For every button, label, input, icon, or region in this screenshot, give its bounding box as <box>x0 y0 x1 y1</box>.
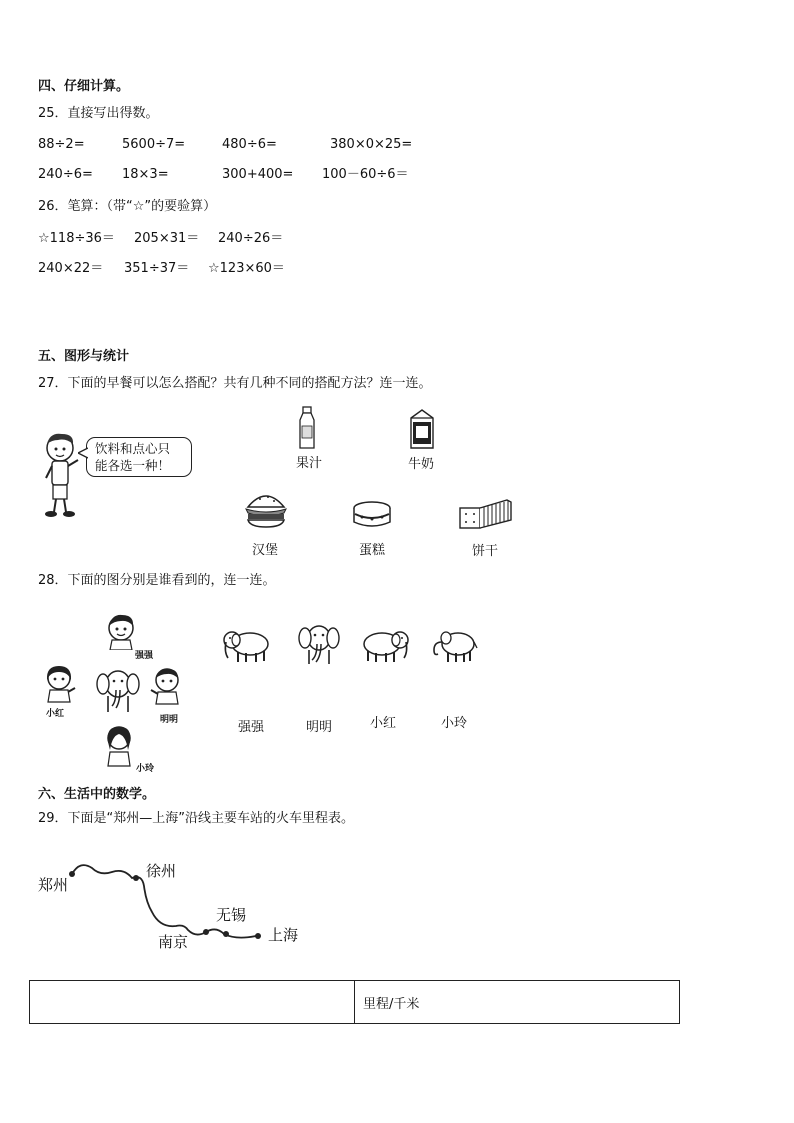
snack-label: 蛋糕 <box>359 543 386 558</box>
q26-item: 240÷26＝ <box>218 231 284 246</box>
section5-heading: 五、图形与统计 <box>38 349 130 364</box>
q25-item: 480÷6= <box>222 137 277 152</box>
cake-icon <box>352 500 392 530</box>
q25-item: 100－60÷6＝ <box>322 167 409 182</box>
bubble-tail-icon <box>78 447 88 459</box>
drink-label: 牛奶 <box>408 457 435 472</box>
q26-item: 240×22＝ <box>38 261 104 276</box>
answer-label: 小玲 <box>441 716 468 731</box>
kid-label: 强强 <box>135 651 154 661</box>
q25-item: 380×0×25= <box>330 137 413 152</box>
snack-label: 饼干 <box>472 544 499 559</box>
snack-label: 汉堡 <box>252 543 279 558</box>
answer-label: 明明 <box>306 720 333 735</box>
child-icon <box>150 666 184 706</box>
answer-label: 强强 <box>238 720 265 735</box>
station-label: 郑州 <box>38 876 69 894</box>
q26-item: 351÷37＝ <box>124 261 190 276</box>
q26-item: 205×31＝ <box>134 231 200 246</box>
q27-title: 27．下面的早餐可以怎么搭配？共有几种不同的搭配方法？连一连。 <box>38 376 432 391</box>
q29-title: 29．下面是“郑州—上海”沿线主要车站的火车里程表。 <box>38 811 355 826</box>
bubble-line: 能各选一种！ <box>95 458 171 473</box>
q26-title: 26．笔算：（带“☆”的要验算） <box>38 199 217 214</box>
child-icon <box>104 724 134 768</box>
elephant-icon <box>430 628 478 664</box>
elephant-icon <box>222 628 274 664</box>
drink-label: 果汁 <box>296 456 323 471</box>
station-label: 无锡 <box>216 906 247 924</box>
table-row <box>30 981 680 1024</box>
boy-icon <box>36 430 88 520</box>
table-header-cell: 里程/千米 <box>355 981 680 1024</box>
q25-item: 240÷6= <box>38 167 93 182</box>
q25-title: 25．直接写出得数。 <box>38 106 159 121</box>
biscuit-icon <box>457 498 513 532</box>
station-label: 上海 <box>268 926 299 944</box>
kid-label: 明明 <box>160 715 179 725</box>
q25-item: 300+400= <box>222 167 294 182</box>
section6-heading: 六、生活中的数学。 <box>38 787 156 802</box>
elephant-icon <box>358 628 410 664</box>
milk-carton-icon <box>407 408 437 450</box>
q25-item: 5600÷7= <box>122 137 186 152</box>
hamburger-icon <box>244 489 288 529</box>
child-icon <box>104 612 138 650</box>
answer-label: 小红 <box>370 716 397 731</box>
q28-title: 28．下面的图分别是谁看到的，连一连。 <box>38 573 276 588</box>
station-label: 南京 <box>158 933 189 951</box>
elephant-icon <box>96 666 140 714</box>
child-icon <box>44 664 76 704</box>
mileage-table <box>29 980 680 1024</box>
kid-label: 小红 <box>46 709 65 719</box>
elephant-icon <box>298 622 340 666</box>
q25-item: 88÷2= <box>38 137 85 152</box>
table-header-cell <box>30 981 355 1024</box>
speech-bubble <box>86 437 192 477</box>
juice-bottle-icon <box>297 406 317 450</box>
q26-item: ☆118÷36＝ <box>38 231 115 246</box>
station-label: 徐州 <box>146 862 177 880</box>
section4-heading: 四、仔细计算。 <box>38 79 130 94</box>
kid-label: 小玲 <box>136 764 155 774</box>
bubble-line: 饮料和点心只 <box>95 441 171 456</box>
q26-item: ☆123×60＝ <box>208 261 285 276</box>
q25-item: 18×3= <box>122 167 169 182</box>
